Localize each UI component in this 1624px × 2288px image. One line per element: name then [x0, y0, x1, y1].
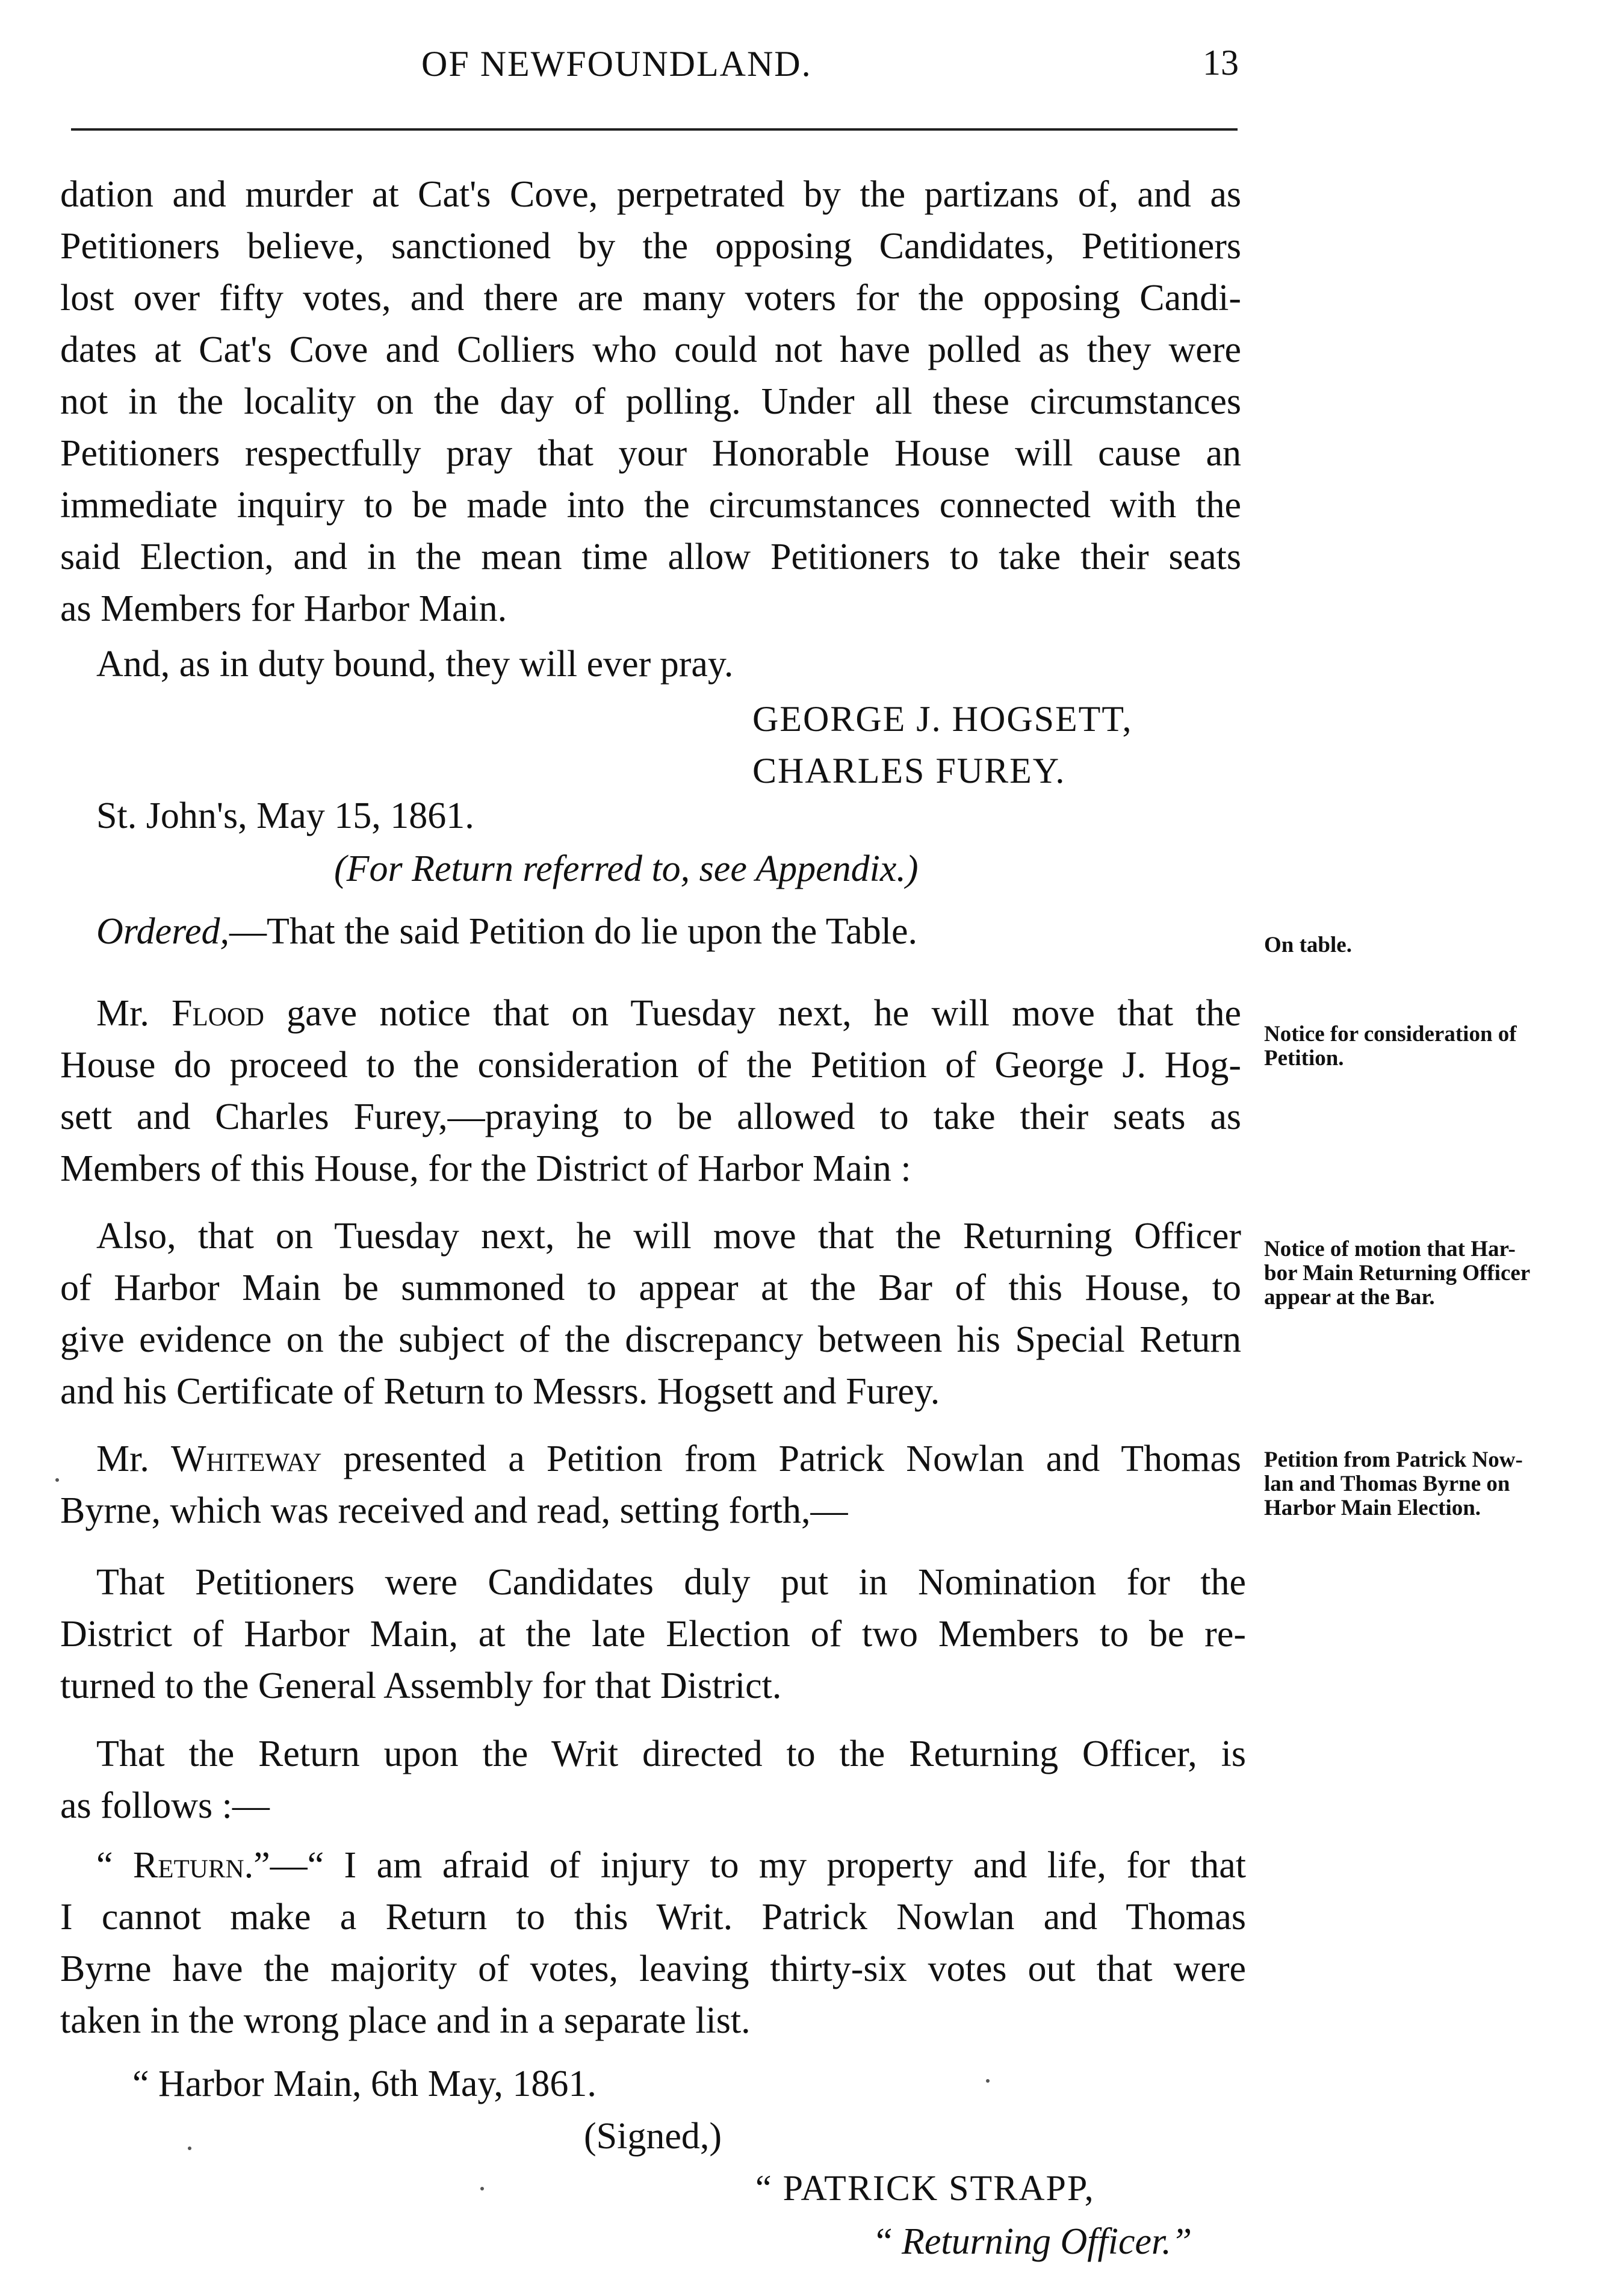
also-notice-paragraph [60, 1210, 1241, 1417]
pray-line: And, as in duty bound, they will ever pray. [96, 644, 734, 685]
text-line: That Petitioners were Candidates duly put in Nomination for the [96, 1562, 1246, 1603]
petition-paragraph [60, 169, 1241, 635]
text-line: “ Return.”—“ I am afraid of injury to my property and life, for that [96, 1845, 1246, 1886]
text-line: District of Harbor Main, at the late Election of two Members to be re- [60, 1614, 1246, 1655]
return-note: (For Return referred to, see Appendix.) [334, 848, 919, 889]
margin-note-motion: Notice of motion that Har- bor Main Returning Officer appear at the Bar. [1264, 1237, 1531, 1310]
text-line: Members of this House, for the District of Harbor Main : [60, 1148, 911, 1189]
text-line: Also, that on Tuesday next, he will move that the Returning Officer [96, 1216, 1241, 1257]
text-line: lost over fifty votes, and there are many voters for the opposing Candi- [60, 278, 1241, 319]
text-line: as Members for Harbor Main. [60, 588, 507, 629]
print-speck [188, 2147, 191, 2150]
ordered-text: —That the said Petition do lie upon the Table. [229, 911, 918, 952]
text-line: and his Certificate of Return to Messrs. Hogsett and Furey. [60, 1371, 940, 1412]
print-speck [480, 2187, 484, 2190]
text-line: as follows :— [60, 1785, 270, 1826]
print-speck [986, 2079, 990, 2083]
text-line: taken in the wrong place and in a separate list. [60, 2000, 751, 2041]
text-line: I cannot make a Return to this Writ. Patrick Nowlan and Thomas [60, 1897, 1246, 1938]
text-line: not in the locality on the day of polling. Under all these circumstances [60, 381, 1241, 422]
text-line: dates at Cat's Cove and Colliers who could not have polled as they were [60, 329, 1241, 370]
margin-note-consideration: Notice for consideration of Petition. [1264, 1022, 1517, 1071]
text-line: Mr. Flood gave notice that on Tuesday next, he will move that the [96, 993, 1241, 1034]
quoted-return [60, 1839, 1246, 2047]
officer-title: “ Returning Officer.” [876, 2221, 1192, 2262]
text-line: dation and murder at Cat's Cove, perpetrated by the partizans of, and as [60, 174, 1241, 215]
page-number: 13 [1203, 43, 1239, 82]
text-line: House do proceed to the consideration of the Petition of George J. Hog- [60, 1045, 1241, 1086]
text-line: Byrne, which was received and read, setting forth,— [60, 1490, 848, 1531]
text-line: Petitioners believe, sanctioned by the opposing Candidates, Petitioners [60, 226, 1241, 267]
whiteway-paragraph [60, 1433, 1241, 1537]
text-line: Mr. Whiteway presented a Petition from Patrick Nowlan and Thomas [96, 1438, 1242, 1479]
text-line: sett and Charles Furey,—praying to be allowed to take their seats as [60, 1096, 1241, 1137]
text-line: That the Return upon the Writ directed to the Returning Officer, is [96, 1733, 1246, 1774]
text-line: said Election, and in the mean time allow Petitioners to take their seats [60, 536, 1241, 577]
member-name: Whiteway [171, 1438, 322, 1479]
return-paragraph [60, 1728, 1246, 1832]
signature-strapp: “ PATRICK STRAPP, [755, 2168, 1095, 2208]
flood-notice-paragraph [60, 987, 1241, 1195]
candidates-paragraph [60, 1556, 1246, 1712]
signature-hogsett: GEORGE J. HOGSETT, [752, 699, 1133, 739]
member-name: Flood [172, 993, 264, 1034]
text-line: Petitioners respectfully pray that your Honorable House will cause an [60, 433, 1241, 474]
running-title: OF NEWFOUNDLAND. [421, 44, 812, 84]
text-line: give evidence on the subject of the discrepancy between his Special Return [60, 1319, 1241, 1360]
text-line: of Harbor Main be summoned to appear at the Bar of this House, to [60, 1267, 1241, 1308]
ordered-line [96, 906, 917, 957]
margin-note-on-table: On table. [1264, 933, 1352, 957]
text-line: Byrne have the majority of votes, leaving thirty-six votes out that were [60, 1948, 1246, 1989]
header-rule [71, 128, 1238, 131]
signed-label: (Signed,) [584, 2116, 722, 2157]
text-line: immediate inquiry to be made into the circumstances connected with the [60, 485, 1241, 526]
place-date: St. John's, May 15, 1861. [96, 795, 474, 836]
margin-note-petition: Petition from Patrick Now- lan and Thomas Byrne on Harbor Main Election. [1264, 1447, 1523, 1520]
quote-date: “ Harbor Main, 6th May, 1861. [132, 2063, 597, 2104]
print-speck [55, 1478, 59, 1482]
return-label: Return [132, 1845, 244, 1886]
ordered-label: Ordered, [96, 911, 229, 952]
text-line: turned to the General Assembly for that District. [60, 1665, 782, 1706]
signature-furey: CHARLES FUREY. [752, 751, 1066, 791]
